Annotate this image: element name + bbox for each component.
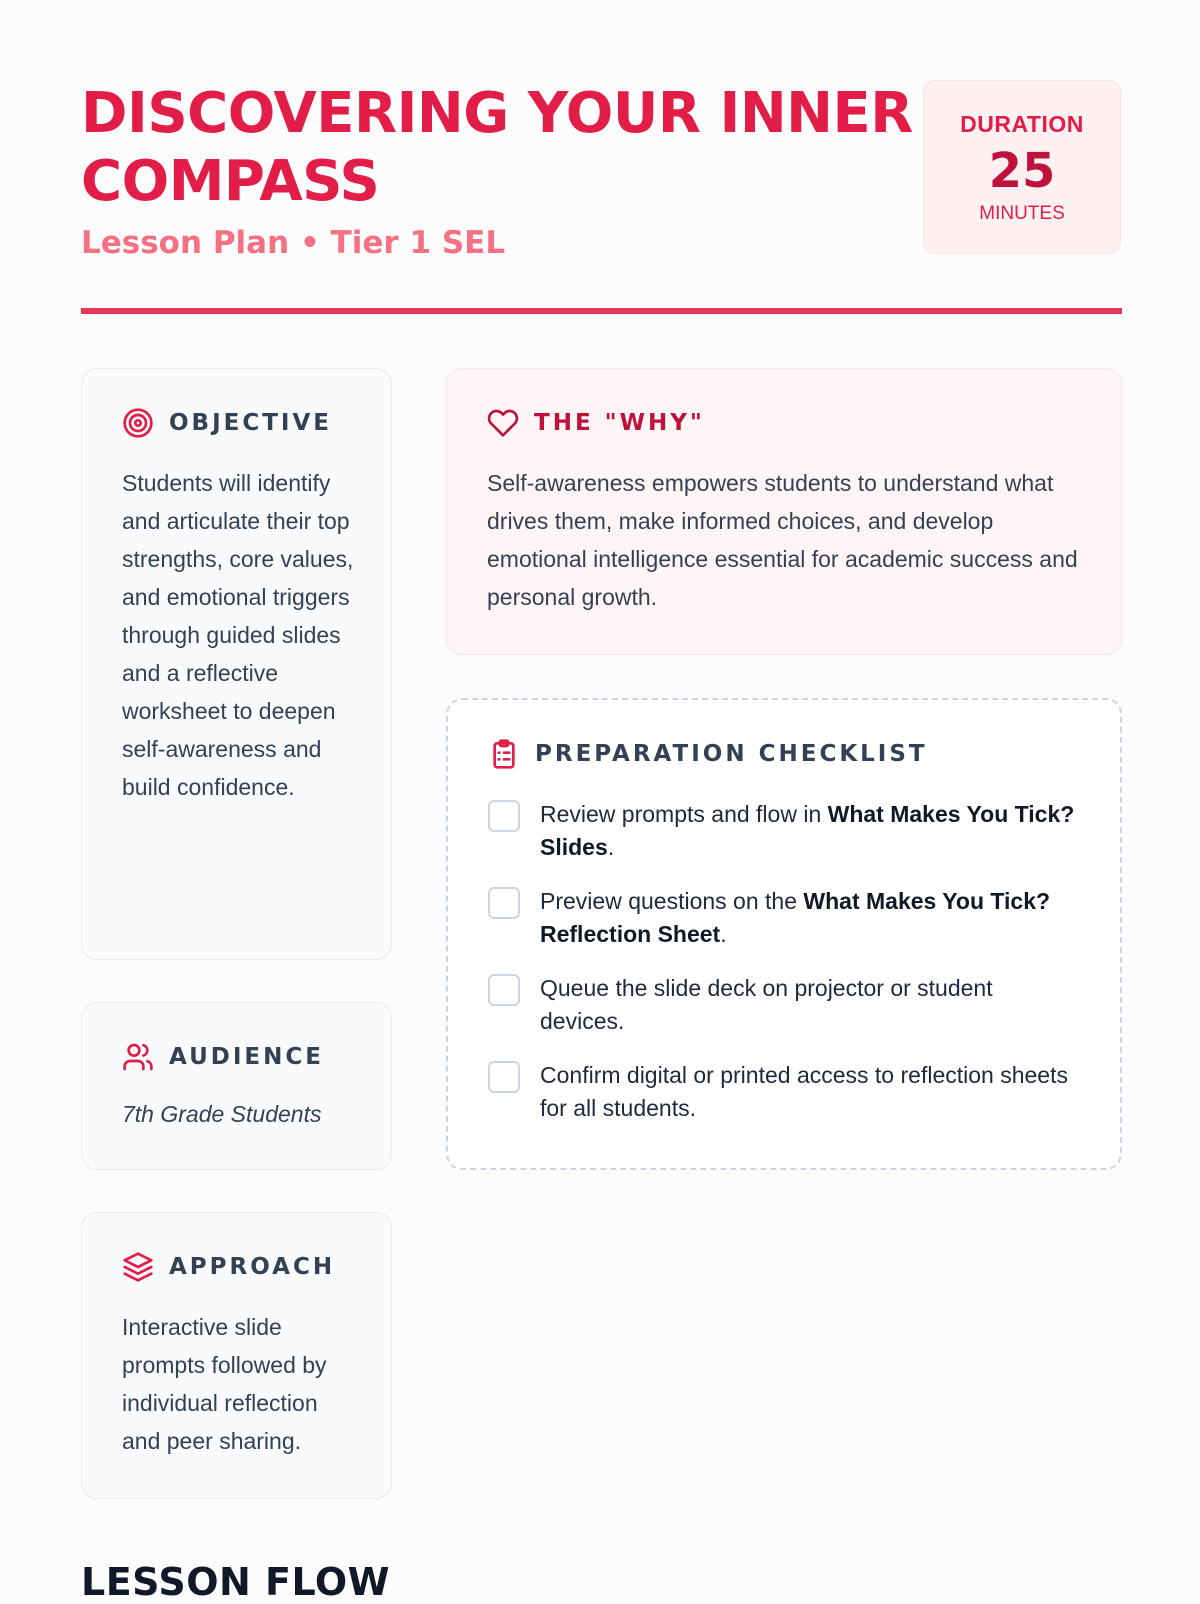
why-title: THE "WHY" bbox=[534, 410, 705, 436]
checklist-item-text: Confirm digital or printed access to reflection sheets for all students. bbox=[540, 1062, 1068, 1121]
header-divider bbox=[81, 308, 1122, 314]
why-text: Self-awareness empowers students to understand what drives them, make informed choices, and develop emotional intelligence essential for academic success and personal growth. bbox=[487, 470, 1078, 610]
checklist-item-text: Preview questions on the What Makes You Tick? Reflection Sheet. bbox=[540, 888, 1051, 947]
layers-icon bbox=[122, 1251, 154, 1283]
checklist-item[interactable] bbox=[488, 1059, 1080, 1125]
approach-card bbox=[81, 1212, 392, 1499]
clipboard-icon bbox=[488, 738, 520, 770]
checklist-item-text: Queue the slide deck on projector or student devices. bbox=[540, 975, 993, 1034]
checkbox[interactable] bbox=[488, 974, 520, 1006]
why-card bbox=[446, 368, 1122, 655]
checklist-title: PREPARATION CHECKLIST bbox=[535, 741, 928, 767]
why-header bbox=[487, 407, 705, 439]
checklist-items bbox=[488, 798, 1080, 1146]
checkbox[interactable] bbox=[488, 1061, 520, 1093]
duration-badge bbox=[923, 80, 1121, 254]
users-icon bbox=[122, 1041, 154, 1073]
page-title: DISCOVERING YOUR INNER COMPASS bbox=[81, 81, 913, 214]
heart-icon bbox=[487, 407, 519, 439]
page-subtitle: Lesson Plan • Tier 1 SEL bbox=[81, 225, 506, 261]
checkbox[interactable] bbox=[488, 887, 520, 919]
duration-value: 25 bbox=[988, 143, 1056, 199]
duration-unit: MINUTES bbox=[979, 203, 1065, 224]
target-icon bbox=[122, 407, 154, 439]
checkbox[interactable] bbox=[488, 800, 520, 832]
objective-header bbox=[122, 407, 332, 439]
audience-title: AUDIENCE bbox=[169, 1044, 324, 1070]
checklist-header bbox=[488, 738, 928, 770]
checklist-item[interactable] bbox=[488, 885, 1080, 951]
audience-header bbox=[122, 1041, 324, 1073]
objective-text: Students will identify and articulate their top strengths, core values, and emotional triggers through guided slides and a reflective worksheet to deepen self-awareness and build confidence. bbox=[122, 470, 354, 800]
approach-title: APPROACH bbox=[169, 1254, 336, 1280]
approach-header bbox=[122, 1251, 335, 1283]
approach-text: Interactive slide prompts followed by individual reflection and peer sharing. bbox=[122, 1314, 327, 1454]
header bbox=[81, 80, 1122, 312]
lesson-flow-heading: LESSON FLOW bbox=[81, 1560, 391, 1604]
objective-card bbox=[81, 368, 392, 960]
checklist-item[interactable] bbox=[488, 972, 1080, 1038]
preparation-checklist-card bbox=[446, 698, 1122, 1170]
audience-text: 7th Grade Students bbox=[122, 1101, 322, 1127]
objective-title: OBJECTIVE bbox=[169, 410, 332, 436]
checklist-item[interactable] bbox=[488, 798, 1080, 864]
duration-label: DURATION bbox=[960, 111, 1084, 137]
checklist-item-text: Review prompts and flow in What Makes You Tick? Slides. bbox=[540, 801, 1075, 860]
audience-card bbox=[81, 1002, 392, 1170]
